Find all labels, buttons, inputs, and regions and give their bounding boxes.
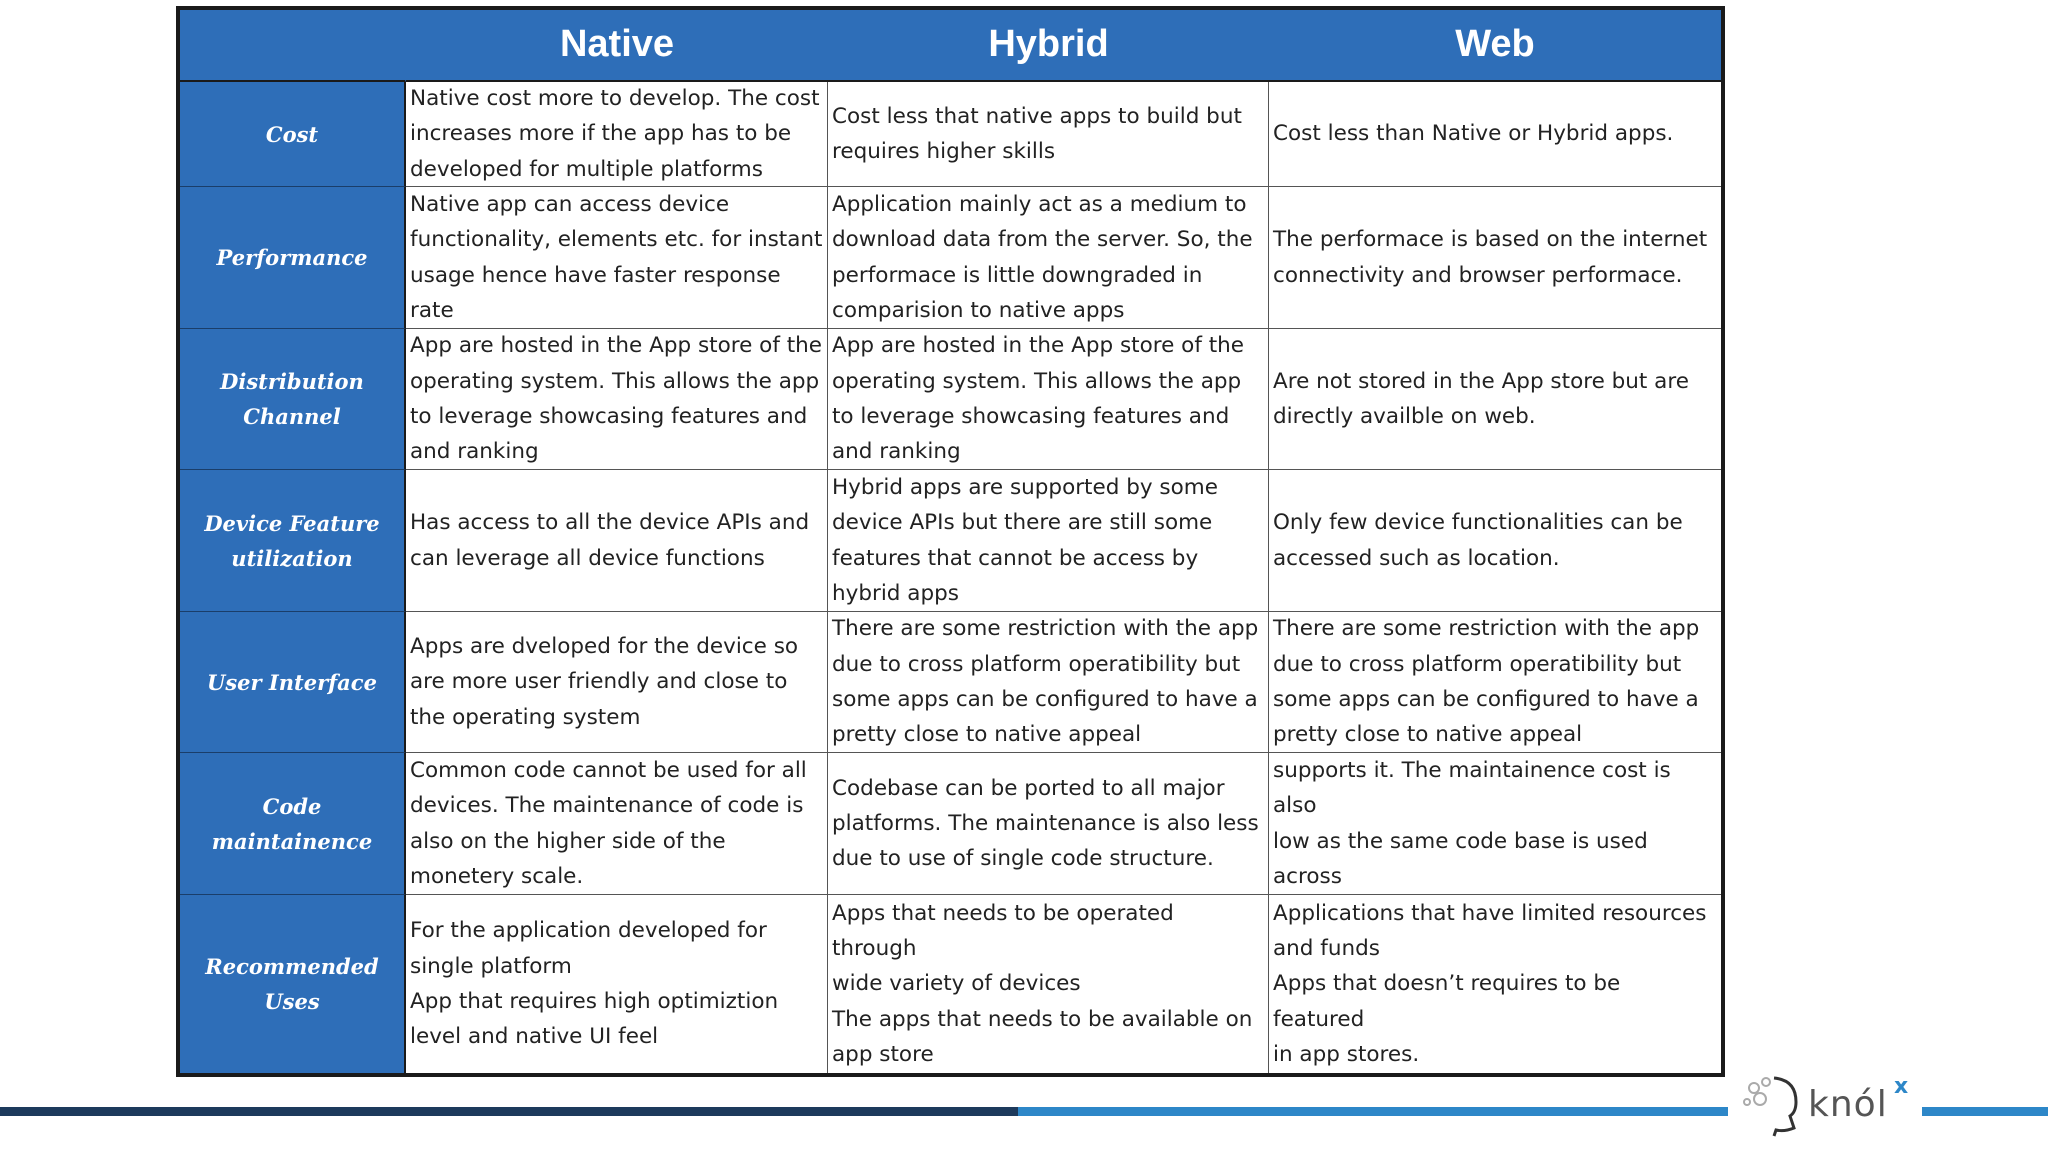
logo-superscript: x: [1894, 1074, 1909, 1099]
comparison-table: [176, 6, 1725, 1077]
row-label-cost: Cost: [180, 82, 406, 187]
knolx-logo: [1740, 1072, 1916, 1142]
brain-logo-icon: [1740, 1072, 1810, 1142]
cell-distribution-hybrid: App are hosted in the App store of the operating system. This allows the app to leverage showcasing features and and ranking: [828, 329, 1269, 470]
cell-code-maintenance-web: supports it. The maintainence cost is also low as the same code base is used across: [1269, 753, 1721, 895]
row-label-code-maintenance: Code maintainence: [180, 753, 406, 895]
header-web: Web: [1269, 10, 1721, 82]
cell-code-maintenance-hybrid: Codebase can be ported to all major platforms. The maintenance is also less due to use of single code structure.: [828, 753, 1269, 895]
header-hybrid: Hybrid: [828, 10, 1269, 82]
cell-distribution-web: Are not stored in the App store but are directly availble on web.: [1269, 329, 1721, 470]
row-label-device-feature: Device Feature utilization: [180, 470, 406, 612]
cell-performance-hybrid: Application mainly act as a medium to download data from the server. So, the performace is little downgraded in comparision to native apps: [828, 187, 1269, 329]
cell-device-feature-hybrid: Hybrid apps are supported by some device APIs but there are still some features that cannot be access by hybrid apps: [828, 470, 1269, 612]
cell-code-maintenance-native: Common code cannot be used for all devices. The maintenance of code is also on the higher side of the monetery scale.: [406, 753, 828, 895]
header-native: Native: [406, 10, 828, 82]
footer-bar-dark: [0, 1107, 1018, 1116]
cell-performance-native: Native app can access device functionality, elements etc. for instant usage hence have faster response rate: [406, 187, 828, 329]
cell-recommended-hybrid: Apps that needs to be operated through wide variety of devices The apps that needs to be available on app store: [828, 895, 1269, 1073]
footer-bar-light: [1018, 1107, 1728, 1116]
row-label-distribution: Distribution Channel: [180, 329, 406, 470]
cell-cost-hybrid: Cost less that native apps to build but requires higher skills: [828, 82, 1269, 187]
header-corner: [180, 10, 406, 82]
cell-cost-web: Cost less than Native or Hybrid apps.: [1269, 82, 1721, 187]
cell-user-interface-hybrid: There are some restriction with the app due to cross platform operatibility but some apps can be configured to have a pretty close to native appeal: [828, 612, 1269, 753]
cell-distribution-native: App are hosted in the App store of the operating system. This allows the app to leverage showcasing features and and ranking: [406, 329, 828, 470]
cell-recommended-web: Applications that have limited resources and funds Apps that doesn’t requires to be featured in app stores.: [1273, 900, 1707, 1067]
cell-cost-native: Native cost more to develop. The cost increases more if the app has to be developed for multiple platforms: [406, 82, 828, 187]
row-label-recommended-uses: Recommended Uses: [180, 895, 406, 1073]
cell-device-feature-native: Has access to all the device APIs and can leverage all device functions: [406, 470, 828, 612]
cell-recommended-native: For the application developed for single platform App that requires high optimiztion level and native UI feel: [406, 895, 828, 1073]
logo-text: knól: [1808, 1084, 1888, 1125]
cell-device-feature-web: Only few device functionalities can be accessed such as location.: [1269, 470, 1721, 612]
row-label-performance: Performance: [180, 187, 406, 329]
footer-bar-right: [1922, 1107, 2048, 1116]
row-label-user-interface: User Interface: [180, 612, 406, 753]
cell-user-interface-native: Apps are dveloped for the device so are more user friendly and close to the operating system: [406, 612, 828, 753]
cell-user-interface-web: There are some restriction with the app due to cross platform operatibility but some apps can be configured to have a pretty close to native appeal: [1269, 612, 1721, 753]
cell-performance-web: The performace is based on the internet connectivity and browser performace.: [1269, 187, 1721, 329]
